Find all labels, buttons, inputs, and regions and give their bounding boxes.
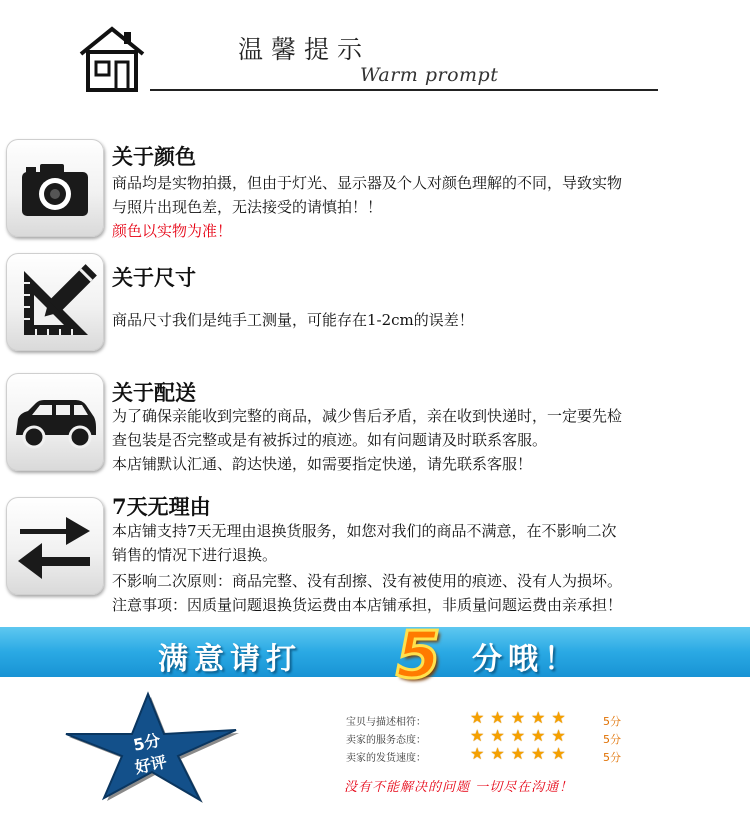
section-note: 颜色以实物为准！ — [112, 222, 233, 240]
badge-line1: 5分 — [131, 730, 163, 755]
house-icon — [78, 24, 146, 94]
rating-label: 宝贝与描述相符： — [346, 717, 426, 728]
slogan: 没有不能解决的问题 一切尽在沟通！ — [344, 780, 574, 795]
page-subtitle: Warm prompt — [360, 64, 499, 86]
section-text: 本店铺支持7天无理由退换货服务，如您对我们的商品不满意，在不影响二次 — [112, 522, 617, 540]
section-text: 商品尺寸我们是纯手工测量，可能存在1-2cm的误差！ — [112, 311, 474, 329]
rating-banner — [0, 619, 750, 693]
banner-text-left: 满意请打 — [158, 642, 302, 677]
banner-number: 5 — [396, 619, 441, 693]
header-divider — [150, 89, 658, 91]
badge-line2: 好评 — [133, 751, 169, 778]
section-text: 销售的情况下进行退换。 — [112, 546, 278, 564]
exchange-arrows-icon — [6, 497, 104, 595]
rating-label: 卖家的服务态度： — [346, 735, 426, 746]
banner-text-right: 分哦！ — [472, 642, 580, 677]
rating-score: 5分 — [603, 733, 621, 746]
car-icon — [6, 373, 104, 471]
section-title: 关于颜色 — [112, 144, 196, 169]
section-text: 商品均是实物拍摄，但由于灯光、显示器及个人对颜色理解的不同，导致实物 — [112, 174, 623, 192]
section-title: 关于尺寸 — [112, 265, 196, 290]
rating-score: 5分 — [603, 751, 621, 764]
section-title: 7天无理由 — [112, 494, 211, 519]
ruler-pencil-icon — [6, 253, 104, 351]
page-header — [0, 0, 750, 100]
rating-score: 5分 — [603, 715, 621, 728]
star-badge-icon — [60, 690, 250, 805]
camera-icon — [6, 139, 104, 237]
section-text: 与照片出现色差，无法接受的请慎拍！！ — [112, 198, 383, 216]
section-text: 不影响二次原则：商品完整、没有刮擦、没有被使用的痕迹、没有人为损坏。 — [112, 572, 623, 590]
rating-label: 卖家的发货速度： — [346, 753, 426, 764]
rating-stars: ★★★★★ — [470, 708, 572, 727]
section-text: 查包装是否完整或是有被拆过的痕迹。如有问题请及时联系客服。 — [112, 431, 548, 449]
section-text: 为了确保亲能收到完整的商品，减少售后矛盾，亲在收到快递时，一定要先检 — [112, 407, 623, 425]
section-title: 关于配送 — [112, 380, 196, 405]
section-text: 本店铺默认汇通、韵达快递，如需要指定快递，请先联系客服！ — [112, 455, 533, 473]
section-text: 注意事项：因质量问题退换货运费由本店铺承担，非质量问题运费由亲承担！ — [112, 596, 623, 614]
page-title: 温馨提示 — [238, 35, 371, 64]
rating-stars: ★★★★★ — [470, 744, 572, 763]
rating-stars: ★★★★★ — [470, 726, 572, 745]
